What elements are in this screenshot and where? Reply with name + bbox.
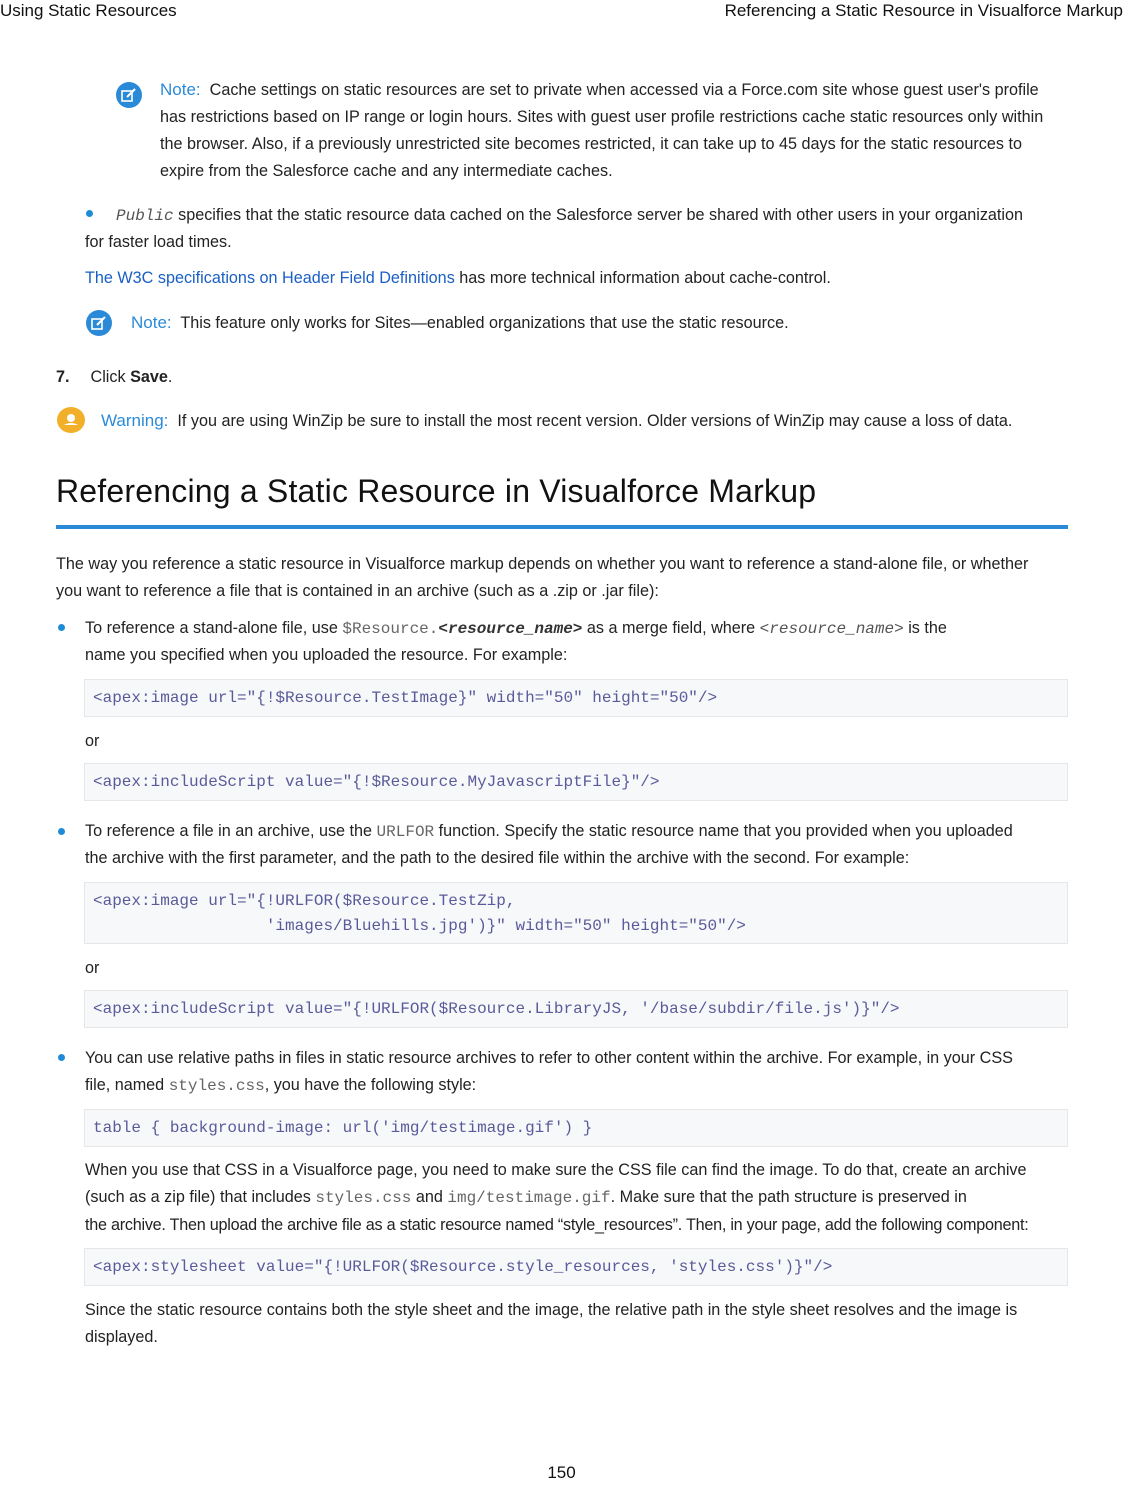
bullet-2-line-2: the archive with the first parameter, and the path to the desired file within the archive with the second. For example: [85, 849, 910, 867]
public-bullet [116, 202, 1071, 230]
paragraph-line: the archive. Then upload the archive file as a static resource named “style_resources”. Then, in your page, add the following component: [85, 1216, 1029, 1234]
w3c-paragraph [85, 265, 831, 292]
note-icon [116, 82, 142, 108]
section-title-rule [56, 525, 1068, 529]
bullet-text: specifies that the static resource data cached on the Salesforce server be shared with other users in your organization [178, 206, 1024, 224]
inline-code: $Resource. [342, 620, 439, 638]
inline-code: styles.css [168, 1077, 265, 1095]
bullet-text: is the [908, 619, 947, 637]
paragraph-text: and [415, 1188, 443, 1206]
section-intro [56, 551, 1028, 605]
public-bullet-line-2: for faster load times. [85, 233, 232, 251]
bullet-text: To reference a stand-alone file, use [85, 619, 338, 637]
note-line: the browser. Also, if a previously unrestricted site becomes restricted, it can take up to 45 days for the static resources to [160, 135, 1022, 153]
bullet-dot [58, 1054, 65, 1061]
page-number: 150 [547, 1463, 576, 1482]
inline-code: <resource_name> [759, 620, 904, 638]
warning [101, 407, 1012, 435]
w3c-spec-link[interactable]: The W3C specifications on Header Field Definitions [85, 269, 455, 287]
paragraph-text: . Make sure that the path structure is preserved in [610, 1188, 967, 1206]
save-reference: Save [130, 368, 168, 386]
inline-code: <resource_name> [438, 620, 583, 638]
paragraph-text: (such as a zip file) that includes [85, 1188, 311, 1206]
note-icon [86, 310, 112, 336]
code-block [84, 882, 1068, 944]
note-line: has restrictions based on IP range or login hours. Sites with guest user profile restrictions cache static resources only within [160, 108, 1044, 126]
bullet-text: To reference a file in an archive, use the [85, 822, 373, 840]
code-line: <apex:image url="{!URLFOR($Resource.TestZip, [93, 892, 516, 910]
note-line: expire from the Salesforce cache and any intermediate caches. [160, 162, 613, 180]
note-2 [131, 309, 789, 337]
code-line: 'images/Bluehills.jpg')}" width="50" height="50"/> [93, 917, 746, 935]
header-chapter-title: Using Static Resources [0, 1, 177, 20]
bullet-text: , you have the following style: [264, 1076, 477, 1094]
step-7 [56, 364, 172, 391]
paragraph-line: displayed. [85, 1328, 158, 1346]
code-block: <apex:stylesheet value="{!URLFOR($Resource.style_resources, 'styles.css')}"/> [84, 1248, 1068, 1286]
note-label: Note: [160, 80, 201, 99]
code-block: table { background-image: url('img/testimage.gif') } [84, 1109, 1068, 1147]
note-line: Cache settings on static resources are set to private when accessed via a Force.com site whose guest user's profile [209, 81, 1039, 99]
step-end: . [167, 368, 173, 386]
w3c-text: has more technical information about cache-control. [459, 269, 831, 287]
code-block: <apex:includeScript value="{!$Resource.MyJavascriptFile}"/> [84, 763, 1068, 801]
warning-label: Warning: [101, 411, 169, 430]
inline-code: img/testimage.gif [447, 1189, 611, 1207]
inline-code: URLFOR [376, 823, 435, 841]
inline-code: styles.css [315, 1189, 412, 1207]
bullet-1-line-1 [85, 615, 947, 643]
step-number: 7. [56, 368, 70, 386]
note-label: Note: [131, 313, 172, 332]
intro-line: The way you reference a static resource in Visualforce markup depends on whether you want to reference a stand-alone file, or whether [56, 555, 1029, 573]
bullet-text: as a merge field, where [586, 619, 756, 637]
running-header [0, 0, 1123, 22]
section-title: Referencing a Static Resource in Visualforce Markup [56, 473, 817, 509]
note-1 [160, 76, 1070, 185]
bullet-dot [58, 828, 65, 835]
bullet-2-line-1 [85, 818, 1013, 846]
warning-icon [57, 407, 85, 433]
bullet-text: function. Specify the static resource name that you provided when you uploaded [438, 822, 1013, 840]
warning-text: If you are using WinZip be sure to install the most recent version. Older versions of WinZip may cause a loss of data. [177, 412, 1013, 430]
header-section-title: Referencing a Static Resource in Visualforce Markup [724, 1, 1123, 20]
bullet-3-paragraph [85, 1157, 1070, 1239]
code-block: <apex:image url="{!$Resource.TestImage}" width="50" height="50"/> [84, 679, 1068, 717]
step-text: Click [90, 368, 126, 386]
or-text: or [85, 959, 100, 977]
bullet-3-closing [85, 1297, 1017, 1351]
inline-code: Public [116, 207, 174, 225]
or-text: or [85, 732, 100, 750]
paragraph-line: When you use that CSS in a Visualforce page, you need to make sure the CSS file can find the image. To do that, create an archive [85, 1161, 1027, 1179]
note-text: This feature only works for Sites—enabled organizations that use the static resource. [180, 314, 789, 332]
bullet-1-line-2: name you specified when you uploaded the resource. For example: [85, 646, 568, 664]
paragraph-line: Since the static resource contains both the style sheet and the image, the relative path in the style sheet resolves and the image is [85, 1301, 1018, 1319]
bullet-3-line-2 [85, 1072, 476, 1100]
intro-line: you want to reference a file that is contained in an archive (such as a .zip or .jar file): [56, 582, 659, 600]
bullet-text: file, named [85, 1076, 165, 1094]
bullet-3-line-1: You can use relative paths in files in static resource archives to refer to other content within the archive. For example, in your CSS [85, 1049, 1013, 1067]
bullet-dot [58, 624, 65, 631]
bullet-dot [86, 210, 93, 217]
code-block: <apex:includeScript value="{!URLFOR($Resource.LibraryJS, '/base/subdir/file.js')}"/> [84, 990, 1068, 1028]
